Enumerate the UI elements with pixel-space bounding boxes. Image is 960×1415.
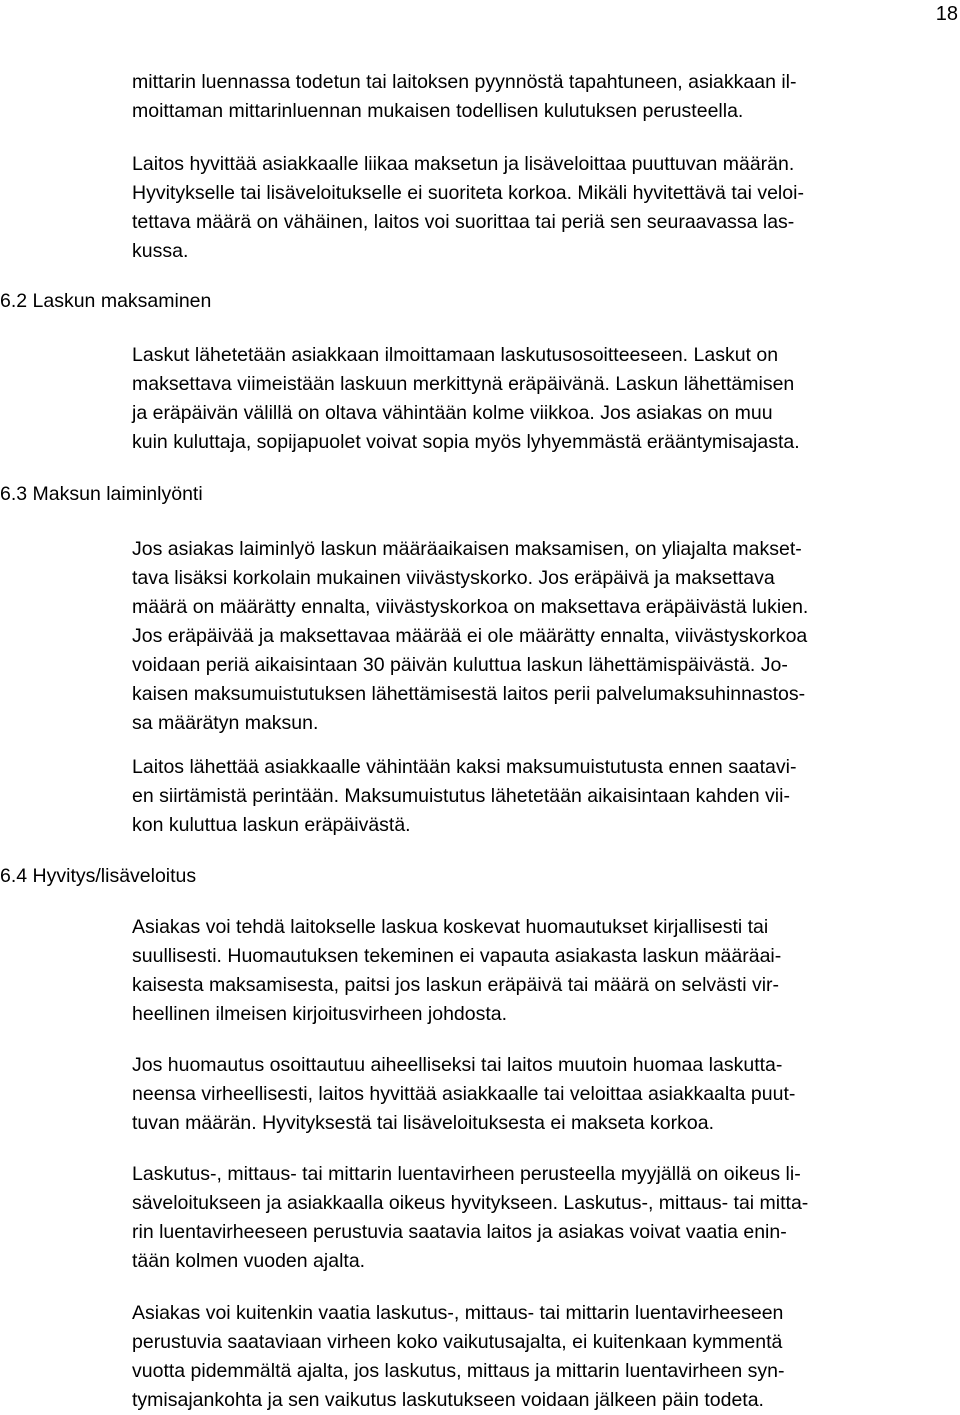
- text-line: perustuvia saataviaan virheen koko vaikutusajalta, ei kuitenkaan kymmentä: [132, 1331, 783, 1353]
- text-line: kuin kuluttaja, sopijapuolet voivat sopia myös lyhyemmästä erääntymisajasta.: [132, 431, 800, 453]
- paragraph-late-payment: [132, 535, 960, 738]
- text-line: moittaman mittarinluennan mukaisen todellisen kulutuksen perusteella.: [132, 100, 744, 122]
- text-line: tettava määrä on vähäinen, laitos voi suorittaa tai periä sen seuraavassa las-: [132, 211, 795, 233]
- text-line: tuvan määrän. Hyvityksestä tai lisäveloituksesta ei makseta korkoa.: [132, 1112, 715, 1134]
- text-line: Jos huomautus osoittautuu aiheelliseksi tai laitos muutoin huomaa laskutta-: [132, 1054, 783, 1076]
- text-line: en siirtämistä perintään. Maksumuistutus lähetetään aikaisintaan kahden vii-: [132, 785, 790, 807]
- text-line: suullisesti. Huomautuksen tekeminen ei vapauta asiakasta laskun määräai-: [132, 945, 782, 967]
- text-line: maksettava viimeistään laskuun merkittynä eräpäivänä. Laskun lähettämisen: [132, 373, 795, 395]
- text-line: Laitos lähettää asiakkaalle vähintään kaksi maksumuistutusta ennen saatavi-: [132, 756, 797, 778]
- text-line: kussa.: [132, 240, 189, 262]
- text-line: tymisajankohta ja sen vaikutus laskutukseen voidaan jälkeen päin todeta.: [132, 1389, 764, 1411]
- section-heading-6-2: 6.2 Laskun maksaminen: [0, 290, 212, 312]
- text-line: neensa virheellisesti, laitos hyvittää asiakkaalle tai veloittaa asiakkaalta puut-: [132, 1083, 796, 1105]
- paragraph-invoice-payment: [132, 341, 960, 457]
- text-line: kon kuluttua laskun eräpäivästä.: [132, 814, 411, 836]
- text-line: tava lisäksi korkolain mukainen viivästyskorko. Jos eräpäivä ja maksettava: [132, 567, 775, 589]
- section-heading-6-3: 6.3 Maksun laiminlyönti: [0, 483, 203, 505]
- paragraph-justified-remark: [132, 1051, 960, 1138]
- text-line: Asiakas voi tehdä laitokselle laskua koskevat huomautukset kirjallisesti tai: [132, 916, 769, 938]
- text-line: ja eräpäivän välillä on oltava vähintään kolme viikkoa. Jos asiakas on muu: [132, 402, 773, 424]
- text-line: määrä on määrätty ennalta, viivästyskorkoa on maksettava eräpäivästä lukien.: [132, 596, 809, 618]
- paragraph-meter-reading: [132, 68, 960, 126]
- text-line: mittarin luennassa todetun tai laitoksen pyynnöstä tapahtuneen, asiakkaan il-: [132, 71, 797, 93]
- text-line: Asiakas voi kuitenkin vaatia laskutus-, mittaus- tai mittarin luentavirheeseen: [132, 1302, 784, 1324]
- text-line: Laskutus-, mittaus- tai mittarin luentavirheen perusteella myyjällä on oikeus li-: [132, 1163, 801, 1185]
- text-line: heellinen ilmeisen kirjoitusvirheen johdosta.: [132, 1003, 508, 1025]
- text-line: rin luentavirheeseen perustuvia saatavia laitos ja asiakas voivat vaatia enin-: [132, 1221, 787, 1243]
- paragraph-refund-charge: [132, 150, 960, 266]
- text-line: sa määrätyn maksun.: [132, 712, 319, 734]
- page-number: 18: [935, 3, 958, 25]
- paragraph-claim-period: [132, 1299, 960, 1415]
- text-line: tään kolmen vuoden ajalta.: [132, 1250, 366, 1272]
- text-line: Laskut lähetetään asiakkaan ilmoittamaan laskutusosoitteeseen. Laskut on: [132, 344, 779, 366]
- text-line: Jos asiakas laiminlyö laskun määräaikaisen maksamisen, on yliajalta makset-: [132, 538, 802, 560]
- section-heading-6-4: 6.4 Hyvitys/lisäveloitus: [0, 865, 197, 887]
- text-line: kaisen maksumuistutuksen lähettämisestä laitos perii palvelumaksuhinnastos-: [132, 683, 806, 705]
- text-line: Laitos hyvittää asiakkaalle liikaa maksetun ja lisäveloittaa puuttuvan määrän.: [132, 153, 795, 175]
- text-line: kaisesta maksamisesta, paitsi jos laskun eräpäivä tai määrä on selvästi vir-: [132, 974, 780, 996]
- paragraph-invoice-remarks: [132, 913, 960, 1029]
- text-line: Hyvitykselle tai lisäveloitukselle ei suoriteta korkoa. Mikäli hyvitettävä tai veloi-: [132, 182, 804, 204]
- paragraph-payment-reminders: [132, 753, 960, 840]
- text-line: vuotta pidemmältä ajalta, jos laskutus, mittaus ja mittarin luentavirheen syn-: [132, 1360, 785, 1382]
- text-line: säveloitukseen ja asiakkaalla oikeus hyvitykseen. Laskutus-, mittaus- tai mitta-: [132, 1192, 809, 1214]
- paragraph-billing-error-rights: [132, 1160, 960, 1276]
- text-line: voidaan periä aikaisintaan 30 päivän kuluttua laskun lähettämispäivästä. Jo-: [132, 654, 788, 676]
- text-line: Jos eräpäivää ja maksettavaa määrää ei ole määrätty ennalta, viivästyskorkoa: [132, 625, 808, 647]
